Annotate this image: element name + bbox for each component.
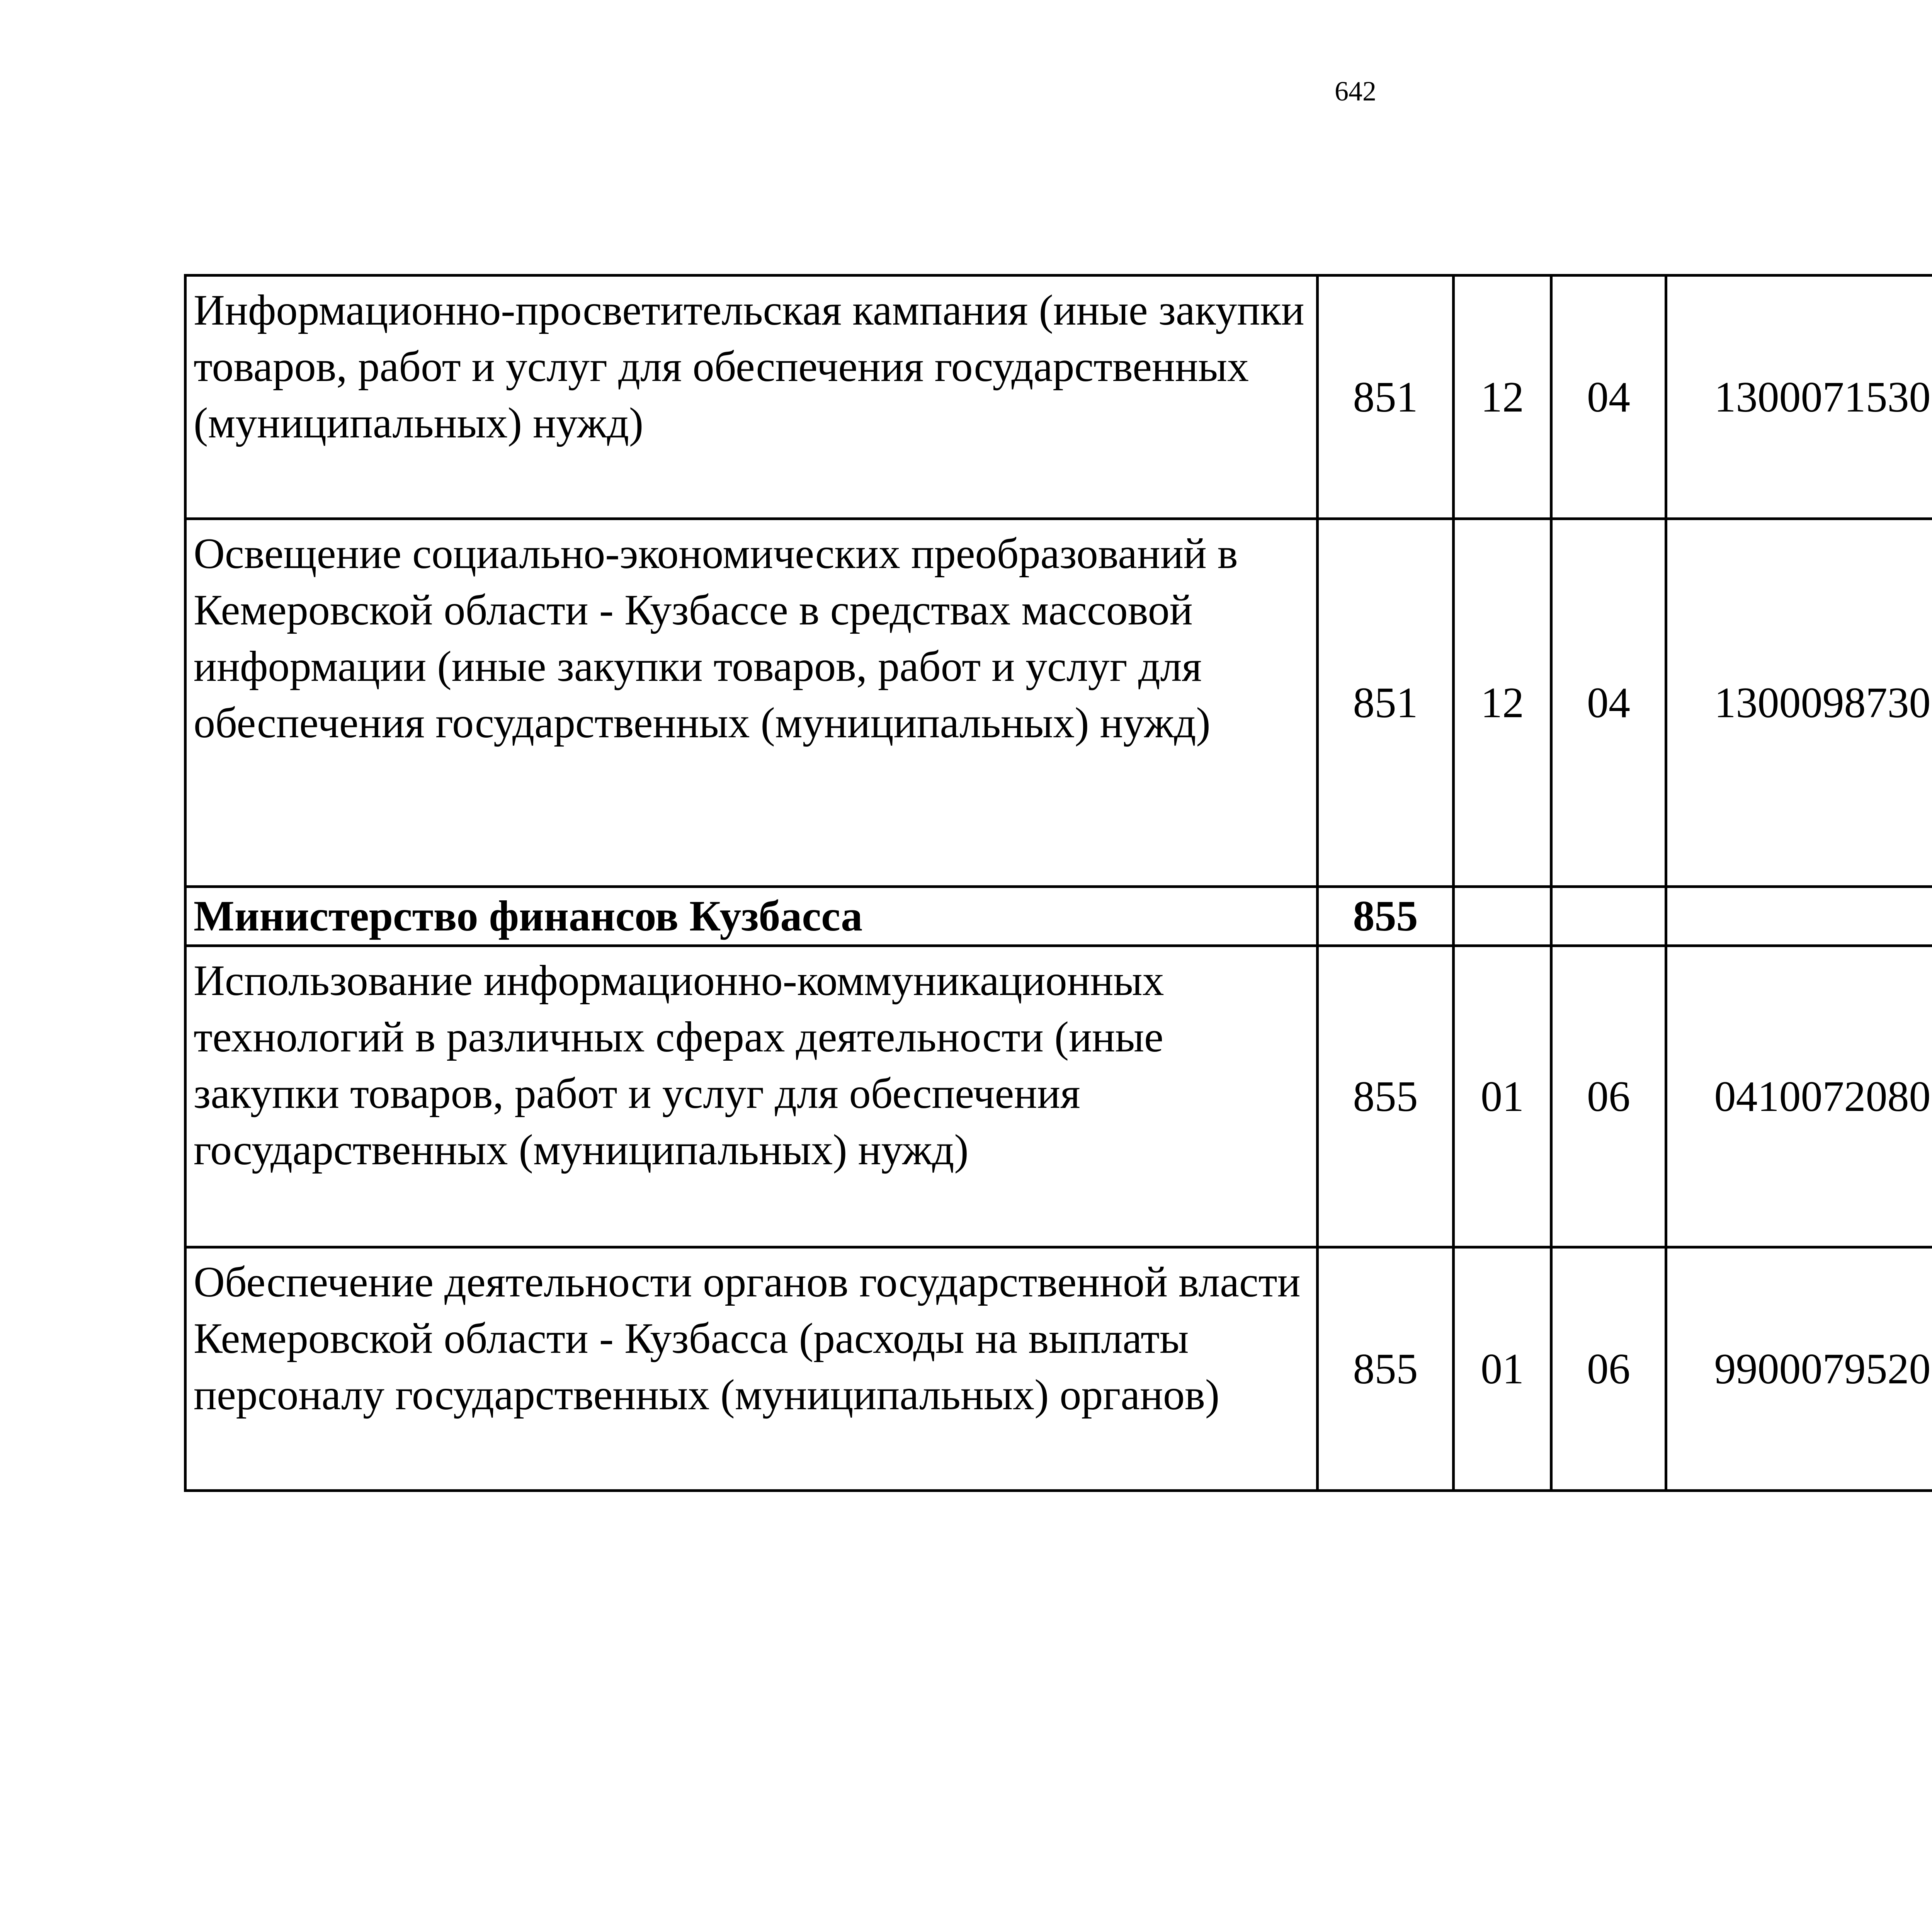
subsection-code: 04 xyxy=(1551,276,1666,519)
row-description: Министерство финансов Кузбасса xyxy=(185,887,1318,946)
subsection-code: 06 xyxy=(1551,1247,1666,1491)
target-article-code: 0410072080 xyxy=(1666,946,1932,1247)
table-row-ministry-total xyxy=(185,887,1932,946)
budget-table xyxy=(184,274,1932,1492)
target-article-code: 1300098730 xyxy=(1666,519,1932,887)
table-row xyxy=(185,276,1932,519)
row-description: Использование информационно-коммуникационных технологий в различных сферах деятельности (иные закупки товаров, работ и услуг для обеспечения государственных (муниципальных) нужд) xyxy=(185,946,1318,1247)
page-number: 642 xyxy=(1335,76,1376,107)
ministry-code: 851 xyxy=(1318,276,1454,519)
section-code xyxy=(1454,887,1551,946)
row-description: Информационно-просветительская кампания (иные закупки товаров, работ и услуг для обеспечения государственных (муниципальных) нужд) xyxy=(185,276,1318,519)
target-article-code xyxy=(1666,887,1932,946)
section-code: 01 xyxy=(1454,946,1551,1247)
subsection-code xyxy=(1551,887,1666,946)
ministry-code: 855 xyxy=(1318,887,1454,946)
section-code: 12 xyxy=(1454,276,1551,519)
ministry-code: 855 xyxy=(1318,1247,1454,1491)
target-article-code: 9900079520 xyxy=(1666,1247,1932,1491)
section-code: 01 xyxy=(1454,1247,1551,1491)
section-code: 12 xyxy=(1454,519,1551,887)
row-description: Освещение социально-экономических преобразований в Кемеровской области - Кузбассе в средствах массовой информации (иные закупки товаров, работ и услуг для обеспечения государственных (муниципальных) нужд) xyxy=(185,519,1318,887)
ministry-code: 855 xyxy=(1318,946,1454,1247)
subsection-code: 04 xyxy=(1551,519,1666,887)
table-row xyxy=(185,946,1932,1247)
table-row xyxy=(185,1247,1932,1491)
ministry-code: 851 xyxy=(1318,519,1454,887)
target-article-code: 1300071530 xyxy=(1666,276,1932,519)
subsection-code: 06 xyxy=(1551,946,1666,1247)
row-description: Обеспечение деятельности органов государственной власти Кемеровской области - Кузбасса (расходы на выплаты персоналу государственных (муниципальных) органов) xyxy=(185,1247,1318,1491)
table-row xyxy=(185,519,1932,887)
